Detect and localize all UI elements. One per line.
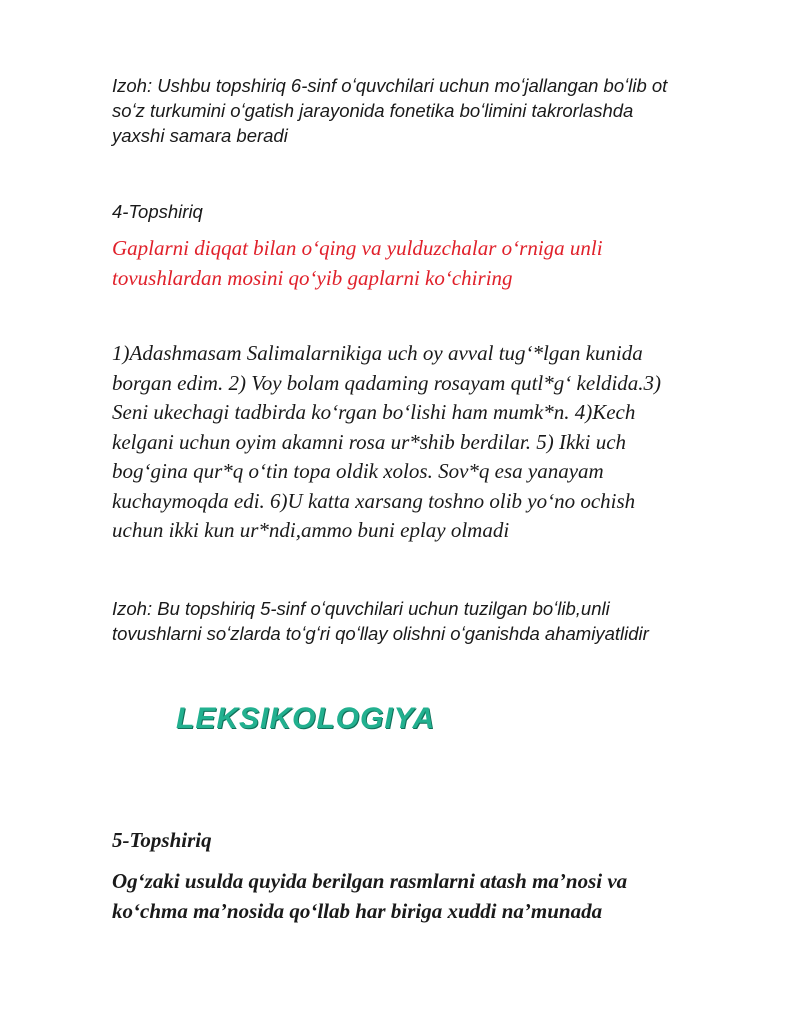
task4-text — [112, 339, 762, 546]
instruction-line: tovushlardan mosini qoʻyib gaplarni koʻchiring — [112, 265, 513, 290]
task4-instruction — [112, 234, 762, 293]
note-line: tovushlarni soʻzlarda toʻgʻri qoʻllay olishni oʻganishda ahamiyatlidir — [112, 623, 649, 644]
note-line: Izoh: Ushbu topshiriq 6-sinf oʻquvchilari uchun moʻjallangan boʻlib ot — [112, 75, 668, 96]
note-line: Izoh: Bu topshiriq 5-sinf oʻquvchilari uchun tuzilgan boʻlib,unli — [112, 598, 610, 619]
text-line: ko‘chma ma’nosida qo‘llab har biriga xuddi na’munada — [112, 898, 603, 923]
text-line: bog‘gina qur*q o‘tin topa oldik xolos. Sov*q esa yanayam — [112, 459, 604, 483]
task4-title: 4-Topshiriq — [112, 201, 203, 222]
task5-title: 5-Topshiriq — [112, 828, 212, 852]
text-line: kuchaymoqda edi. 6)U katta xarsang toshno olib yo‘no ochish — [112, 488, 636, 513]
text-line: 1)Adashmasam Salimalarnikiga uch oy avval tug‘*lgan kunida — [112, 341, 643, 365]
instruction-line: Gaplarni diqqat bilan oʻqing va yulduzchalar oʻrniga unli — [112, 236, 603, 260]
note-task4 — [112, 596, 762, 646]
text-line: Og‘zaki usulda quyida berilgan rasmlarni atash ma’nosi va — [112, 869, 628, 893]
note-task3 — [112, 73, 762, 148]
note-line: soʻz turkumini oʻgatish jarayonida fonetika boʻlimini takrorlashda — [112, 100, 634, 121]
text-line: borgan edim. 2) Voy bolam qadaming rosayam qutl*g‘ keldida.3) — [112, 370, 662, 395]
note-line: yaxshi samara beradi — [112, 125, 288, 146]
section-heading: LEKSIKOLOGIYA — [176, 702, 436, 735]
text-line: Seni ukechagi tadbirda ko‘rgan bo‘lishi ham mumk*n. 4)Kech — [112, 400, 636, 424]
text-line: uchun ikki kun ur*ndi,ammo buni eplay olmadi — [112, 518, 510, 542]
text-line: kelgani uchun oyim akamni rosa ur*shib berdilar. 5) Ikki uch — [112, 429, 627, 454]
task5-text — [112, 867, 762, 926]
